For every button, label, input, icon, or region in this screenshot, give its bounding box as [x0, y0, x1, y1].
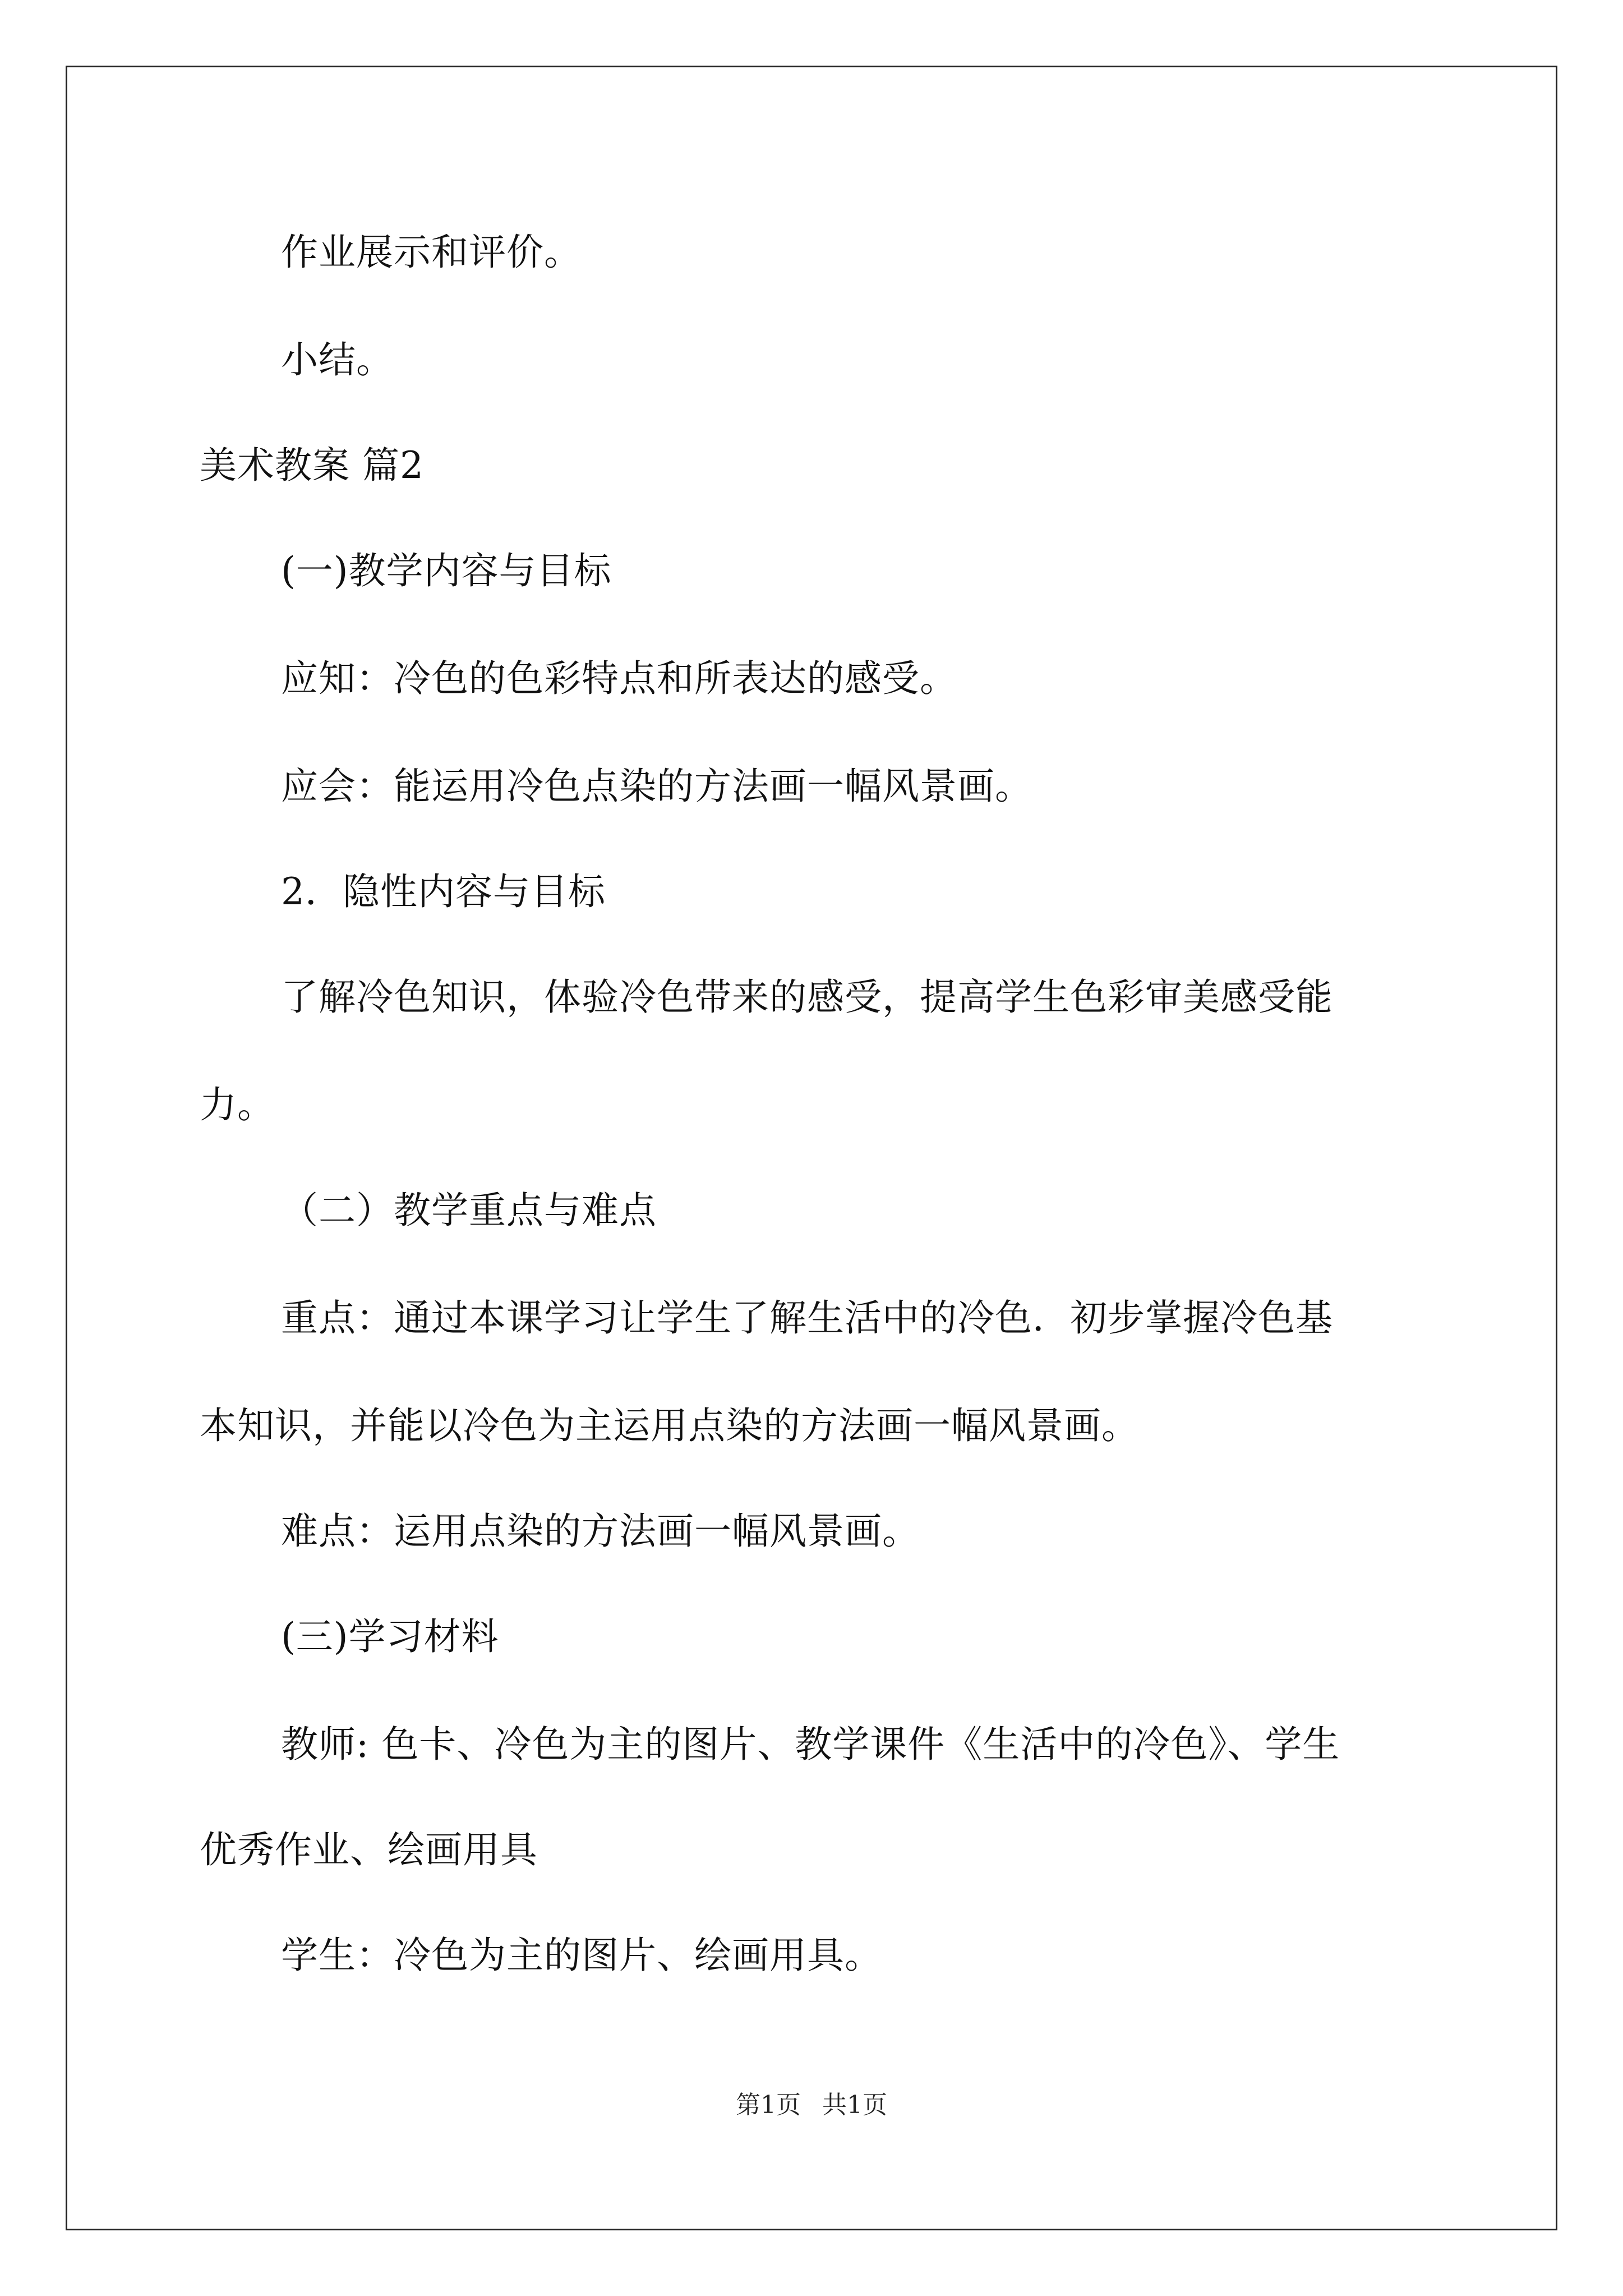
- subheading-materials: (三)学习材料: [281, 1615, 499, 1658]
- subheading-key-points: （二）教学重点与难点: [281, 1189, 657, 1232]
- paragraph-should-know: 应知：冷色的色彩特点和所表达的感受。: [281, 657, 957, 700]
- paragraph-teacher-materials: 教师: 色卡、冷色为主的图片、教学课件《生活中的冷色》、学生: [281, 1723, 1340, 1766]
- paragraph-implicit-goals: 了解冷色知识，体验冷色带来的感受，提高学生色彩审美感受能: [281, 976, 1333, 1019]
- paragraph-key-point-cont: 本知识，并能以冷色为主运用点染的方法画一幅风景画。: [200, 1404, 1139, 1447]
- total-pages: 共1页: [822, 2091, 887, 2119]
- paragraph-homework-display: 作业展示和评价。: [281, 231, 582, 274]
- paragraph-teacher-materials-cont: 优秀作业、绘画用具: [200, 1828, 538, 1871]
- page-border: [66, 66, 1557, 2230]
- paragraph-implicit-goals-cont: 力。: [200, 1083, 275, 1126]
- page-number: 第1页: [736, 2091, 801, 2119]
- paragraph-key-point: 重点：通过本课学习让学生了解生活中的冷色．初步掌握冷色基: [281, 1296, 1333, 1340]
- paragraph-should-be-able: 应会：能运用冷色点染的方法画一幅风景画。: [281, 765, 1032, 808]
- section-heading: 美术教案 篇2: [200, 444, 424, 487]
- subheading-implicit-goals: 2．隐性内容与目标: [281, 870, 606, 913]
- subheading-content-goals: (一)教学内容与目标: [281, 549, 612, 592]
- paragraph-difficulty: 难点：运用点染的方法画一幅风景画。: [281, 1510, 920, 1553]
- paragraph-student-materials: 学生：冷色为主的图片、绘画用具。: [281, 1934, 882, 1977]
- paragraph-summary: 小结。: [281, 338, 394, 381]
- page-footer: [0, 2090, 1623, 2121]
